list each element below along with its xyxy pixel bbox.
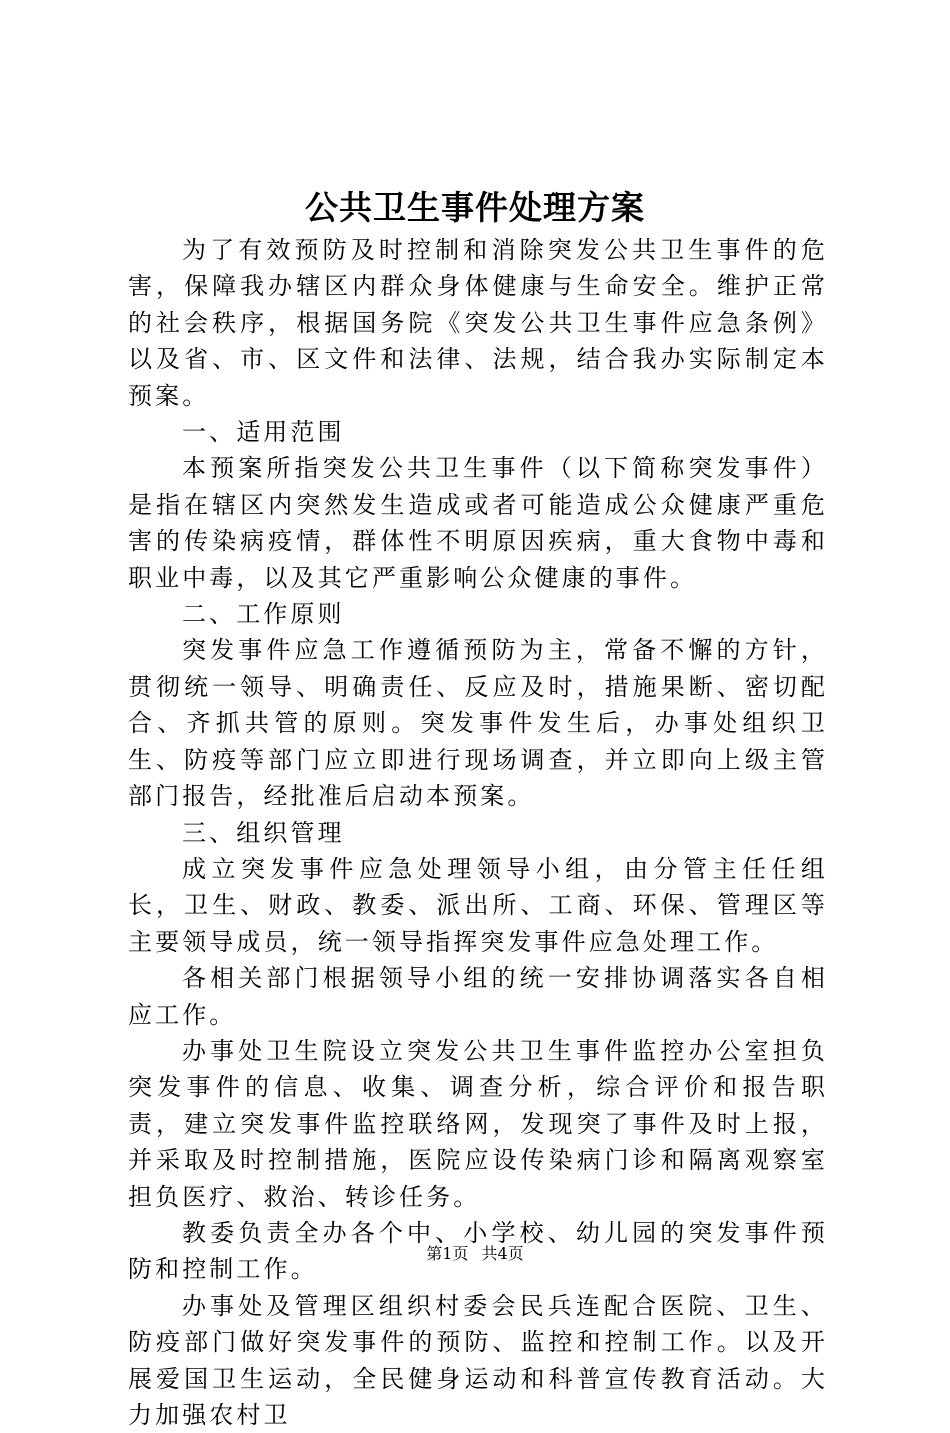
page-total: 共4页 xyxy=(481,1244,524,1263)
paragraph-principles: 突发事件应急工作遵循预防为主，常备不懈的方针，贯彻统一领导、明确责任、反应及时，措施果断、密切配合、齐抓共管的原则。突发事件发生后，办事处组织卫生、防疫等部门应立即进行现场调查，并立即向上级主管部门报告，经批准后启动本预案。 xyxy=(128,636,828,811)
paragraph-organization-5: 办事处及管理区组织村委会民兵连配合医院、卫生、防疫部门做好突发事件的预防、监控和控制工作。以及开展爱国卫生运动，全民健身运动和科普宣传教育活动。大力加强农村卫 xyxy=(128,1291,828,1429)
section-heading-principles: 二、工作原则 xyxy=(182,600,345,629)
paragraph-organization-4: 教委负责全办各个中、小学校、幼儿园的突发事件预防和控制工作。 xyxy=(128,1218,828,1284)
paragraph-organization-1: 成立突发事件应急处理领导小组，由分管主任任组长，卫生、财政、教委、派出所、工商、环保、管理区等主要领导成员，统一领导指挥突发事件应急处理工作。 xyxy=(128,854,828,956)
document-title: 公共卫生事件处理方案 xyxy=(305,188,645,227)
page-footer xyxy=(0,1242,950,1266)
paragraph-organization-3: 办事处卫生院设立突发公共卫生事件监控办公室担负突发事件的信息、收集、调查分析，综合评价和报告职责，建立突发事件监控联络网，发现突了事件及时上报，并采取及时控制措施，医院应设传染病门诊和隔离观察室担负医疗、救治、转诊任务。 xyxy=(128,1036,828,1211)
section-heading-scope: 一、适用范围 xyxy=(182,418,345,447)
paragraph-intro: 为了有效预防及时控制和消除突发公共卫生事件的危害，保障我办辖区内群众身体健康与生命安全。维护正常的社会秩序，根据国务院《突发公共卫生事件应急条例》以及省、市、区文件和法律、法规，结合我办实际制定本预案。 xyxy=(128,236,828,410)
paragraph-organization-2: 各相关部门根据领导小组的统一安排协调落实各自相应工作。 xyxy=(128,964,828,1029)
paragraph-scope: 本预案所指突发公共卫生事件（以下简称突发事件）是指在辖区内突然发生造成或者可能造成公众健康严重危害的传染病疫情，群体性不明原因疾病，重大食物中毒和职业中毒，以及其它严重影响公众健康的事件。 xyxy=(128,454,828,592)
section-heading-organization: 三、组织管理 xyxy=(182,818,345,847)
page-number: 第1页 xyxy=(426,1244,469,1263)
